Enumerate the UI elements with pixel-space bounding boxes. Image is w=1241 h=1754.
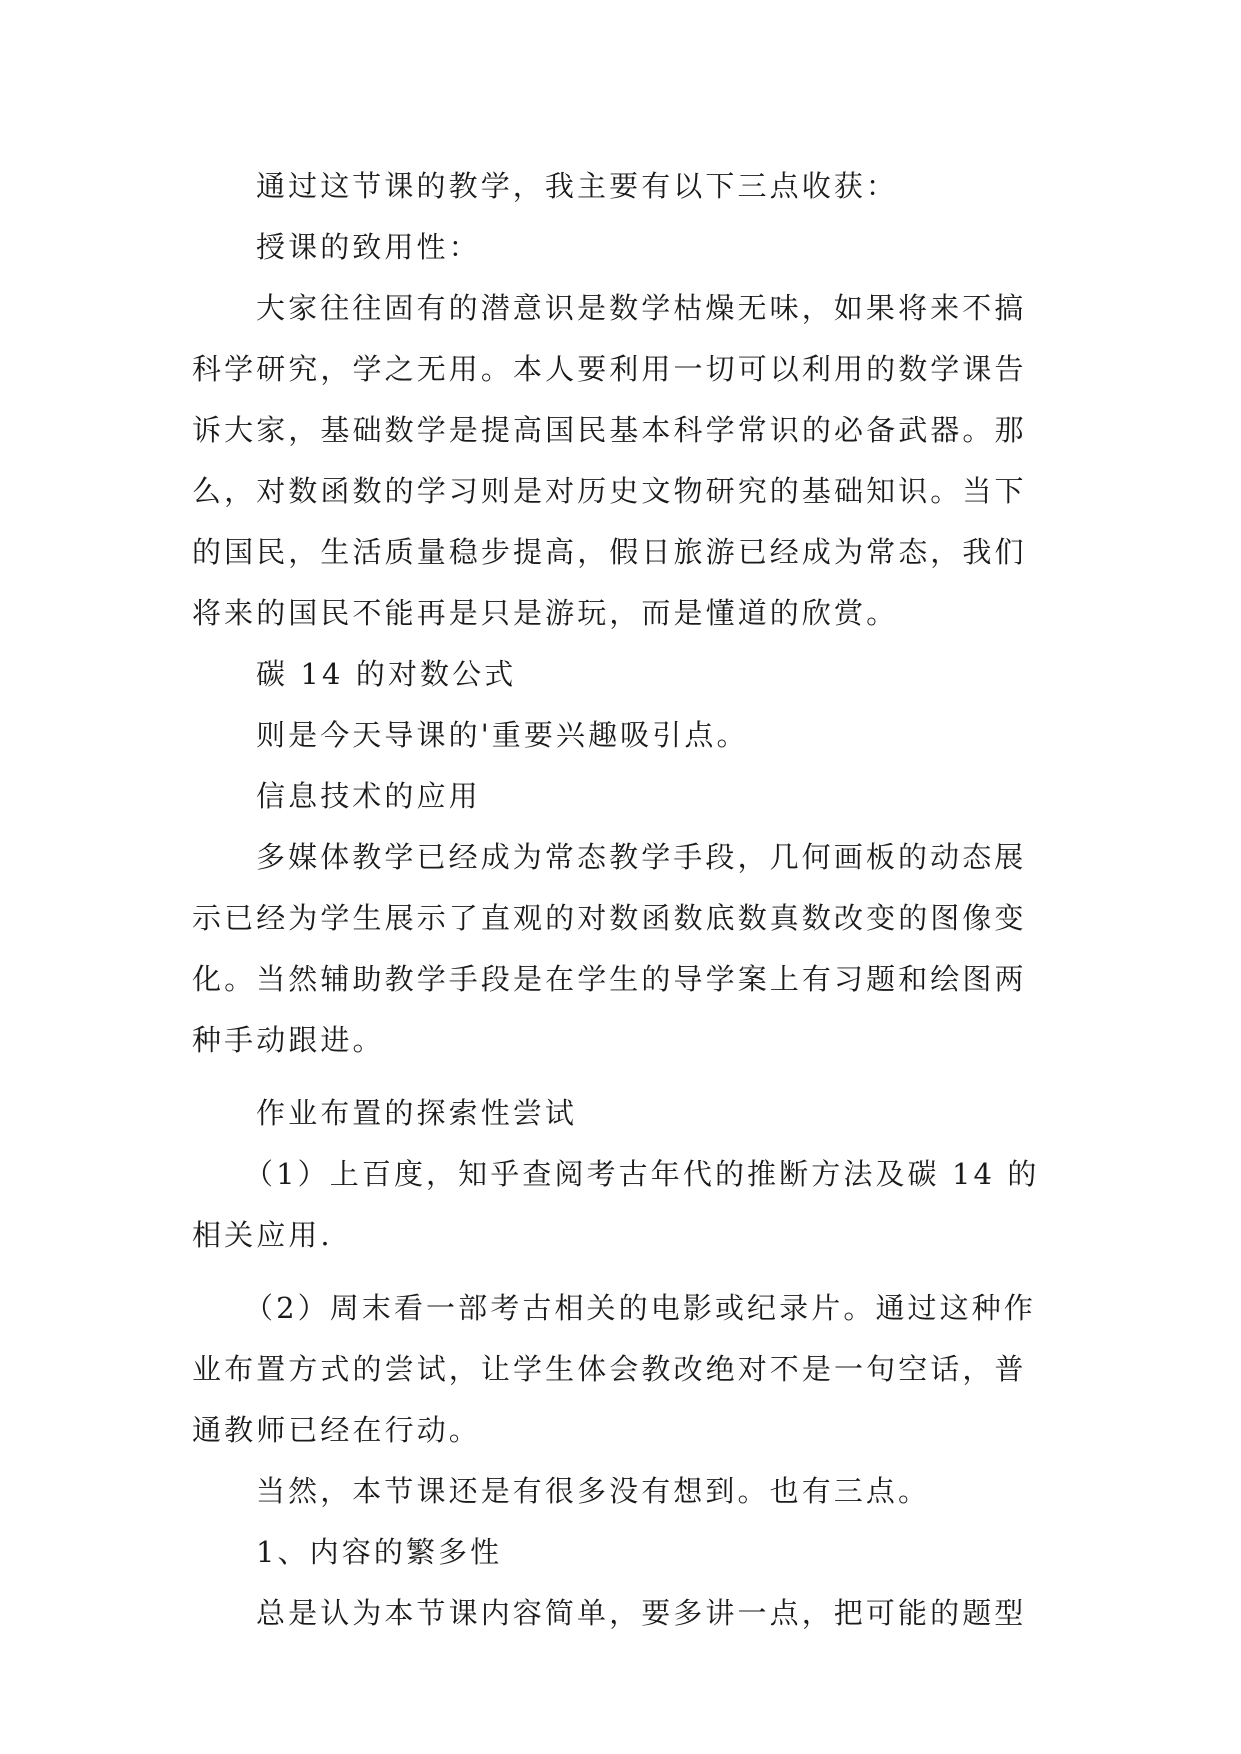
paragraph-content-variety: 总是认为本节课内容简单，要多讲一点，把可能的题型	[256, 1596, 1027, 1630]
heading-carbon14-formula: 碳 14 的对数公式	[256, 657, 517, 691]
document-body	[192, 156, 1052, 1644]
spacer	[192, 1071, 1052, 1083]
list-item-1: （1）上百度，知乎查阅考古年代的推断方法及碳 14 的相关应用.	[192, 1157, 1040, 1252]
paragraph-multimedia: 多媒体教学已经成为常态教学手段，几何画板的动态展示已经为学生展示了直观的对数函数底数真数改变的图像变化。当然辅助教学手段是在学生的导学案上有习题和绘图两种手动跟进。	[192, 840, 1027, 1057]
spacer	[192, 1266, 1052, 1278]
heading-homework: 作业布置的探索性尝试	[256, 1096, 578, 1130]
paragraph-intro: 通过这节课的教学，我主要有以下三点收获：	[256, 169, 899, 203]
paragraph-interest-point: 则是今天导课的'重要兴趣吸引点。	[256, 718, 749, 752]
heading-information-technology: 信息技术的应用	[256, 779, 481, 813]
heading-practicality: 授课的致用性：	[256, 230, 481, 264]
list-item-2: （2）周末看一部考古相关的电影或纪录片。通过这种作业布置方式的尝试，让学生体会教改绝对不是一句空话，普通教师已经在行动。	[192, 1291, 1036, 1447]
heading-content-variety: 1、内容的繁多性	[256, 1535, 503, 1569]
paragraph-shortcomings: 当然，本节课还是有很多没有想到。也有三点。	[256, 1474, 931, 1508]
paragraph-practicality: 大家往往固有的潜意识是数学枯燥无味，如果将来不搞科学研究，学之无用。本人要利用一切可以利用的数学课告诉大家，基础数学是提高国民基本科学常识的必备武器。那么，对数函数的学习则是对历史文物研究的基础知识。当下的国民，生活质量稳步提高，假日旅游已经成为常态，我们将来的国民不能再是只是游玩，而是懂道的欣赏。	[192, 291, 1027, 630]
